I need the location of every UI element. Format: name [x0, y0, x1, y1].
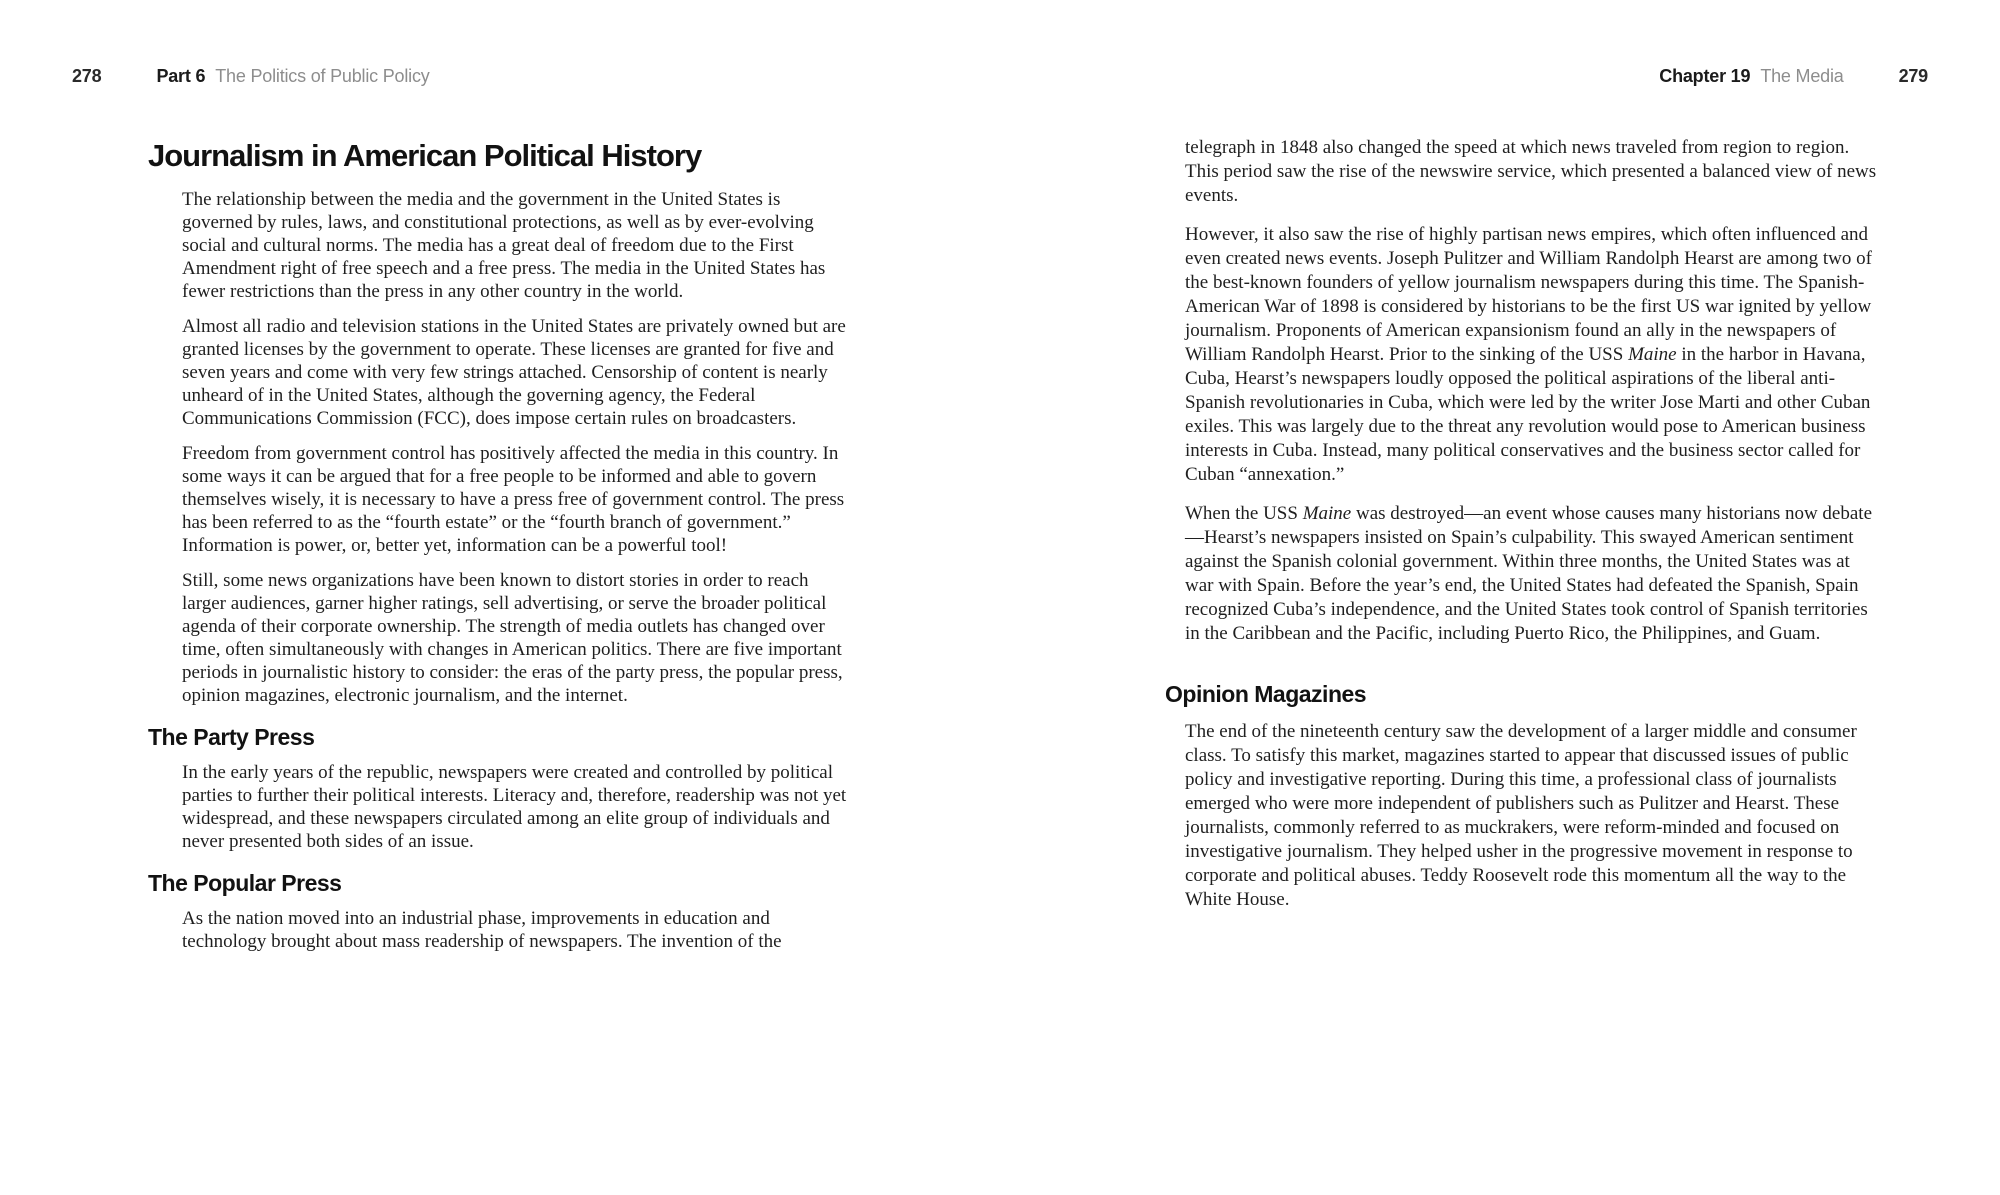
subheading-popular-press: The Popular Press	[148, 870, 342, 896]
section-title: Journalism in American Political History	[148, 138, 702, 173]
paragraph-relationship: The relationship between the media and the government in the United States is governed by rules, laws, and constitutional protections, as well as by ever-evolving social and cultural norms. The media has a great deal of freedom due to the First Amendment right of free speech and a free press. The media in the United States has fewer restrictions than the press in any other country in the world.	[182, 189, 826, 302]
paragraph-partisan-empires: However, it also saw the rise of highly partisan news empires, which often influenced and even created news events. Joseph Pulitzer and William Randolph Hearst are among two of the best-known founders of yellow journalism newspapers during this time. The Spanish-American War of 1898 is considered by historians to be the first US war ignited by yellow journalism. Proponents of American expansionism found an ally in the newspapers of William Randolph Hearst. Prior to the sinking of the USS Maine in the harbor in Havana, Cuba, Hearst’s newspapers loudly opposed the political aspirations of the liberal anti-Spanish revolutionaries in Cuba, which were led by the writer Jose Marti and other Cuban exiles. This was largely due to the threat any revolution would pose to American business interests in Cuba. Instead, many political conservatives and the business sector called for Cuban “annexation.”	[1185, 224, 1872, 485]
left-page-content	[148, 138, 848, 965]
paragraph-opinion-magazines: The end of the nineteenth century saw the development of a larger middle and consumer class. To satisfy this market, magazines started to appear that discussed issues of public policy and investigative reporting. During this time, a professional class of journalists emerged who were more independent of publishers such as Pulitzer and Hearst. These journalists, commonly referred to as muckrakers, were reform-minded and focused on investigative journalism. They helped usher in the progressive movement in response to corporate and political abuses. Teddy Roosevelt rode this momentum all the way to the White House.	[1185, 721, 1857, 910]
paragraph-uss-maine: When the USS Maine was destroyed—an event whose causes many historians now debate—Hearst’s newspapers insisted on Spain’s culpability. This swayed American sentiment against the Spanish colonial government. Within three months, the United States was at war with Spain. Before the year’s end, the United States had defeated the Spanish, Spain recognized Cuba’s independence, and the United States took control of Spanish territories in the Caribbean and the Pacific, including Puerto Rico, the Philippines, and Guam.	[1185, 503, 1873, 644]
paragraph-popular-press: As the nation moved into an industrial phase, improvements in education and technology brought about mass readership of newspapers. The invention of the	[182, 908, 782, 952]
paragraph-telegraph: telegraph in 1848 also changed the speed at which news traveled from region to region. This period saw the rise of the newswire service, which presented a balanced view of news events.	[1185, 137, 1877, 206]
chapter-label: Chapter 19	[1659, 66, 1751, 86]
right-running-head	[1659, 66, 1928, 87]
paragraph-freedom: Freedom from government control has positively affected the media in this country. In some ways it can be argued that for a free people to be informed and able to govern themselves wisely, it is necessary to have a press free of government control. The press has been referred to as the “fourth estate” or the “fourth branch of government.” Information is power, or, better yet, information can be a powerful tool!	[182, 443, 845, 556]
part-title: The Politics of Public Policy	[215, 66, 430, 86]
part-label: Part 6	[156, 66, 206, 86]
right-page-number: 279	[1898, 66, 1928, 86]
right-page-content	[1165, 136, 1877, 927]
paragraph-licenses: Almost all radio and television stations in the United States are privately owned but are granted licenses by the government to operate. These licenses are granted for five and seven years and come with very few strings attached. Censorship of content is nearly unheard of in the United States, although the governing agency, the Federal Communications Commission (FCC), does impose certain rules on broadcasters.	[182, 316, 846, 429]
left-page-number: 278	[72, 66, 102, 86]
paragraph-party-press: In the early years of the republic, newspapers were created and controlled by political parties to further their political interests. Literacy and, therefore, readership was not yet widespread, and these newspapers circulated among an elite group of individuals and never presented both sides of an issue.	[182, 762, 847, 852]
chapter-title: The Media	[1760, 66, 1844, 86]
left-running-head	[72, 66, 430, 87]
subheading-party-press: The Party Press	[148, 724, 315, 750]
subheading-opinion-magazines: Opinion Magazines	[1165, 681, 1367, 707]
paragraph-distort-stories: Still, some news organizations have been known to distort stories in order to reach larger audiences, garner higher ratings, sell advertising, or serve the broader political agenda of their corporate ownership. The strength of media outlets has changed over time, often simultaneously with changes in American politics. There are five important periods in journalistic history to consider: the eras of the party press, the popular press, opinion magazines, electronic journalism, and the internet.	[182, 570, 843, 706]
